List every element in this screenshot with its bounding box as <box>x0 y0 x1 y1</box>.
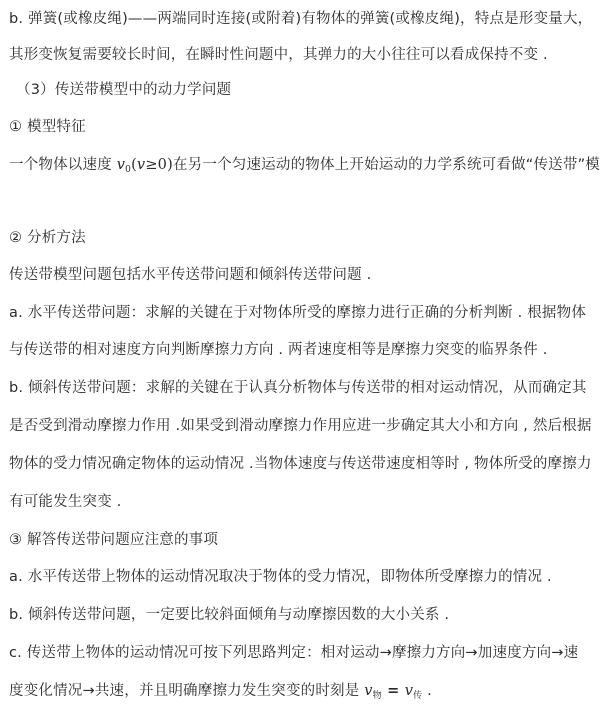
text-span: 在另一个匀速运动的物体上开始运动的力学系统可看做“传送带”模 <box>172 157 600 173</box>
text-span: 度变化情况→共速，并且明确摩擦力发生突变的时刻是 <box>9 683 365 699</box>
paragraph-line: 有可能发生突变 . <box>9 494 122 510</box>
paragraph-line: b. 倾斜传送带问题：求解的关键在于认真分析物体与传送带的相对运动情况，从而确定其 <box>9 380 587 396</box>
paragraph-line: c. 传送带上物体的运动情况可按下列思路判定：相对运动→摩擦力方向→加速度方向→速 <box>9 645 579 661</box>
paragraph-line: 与传送带的相对速度方向判断摩擦力方向 . 两者速度相等是摩擦力突变的临界条件 . <box>9 342 548 358</box>
paragraph-line: 物体的受力情况确定物体的运动情况 .当物体速度与传送带速度相等时 , 物体所受的摩擦力 <box>9 456 592 472</box>
text-span: 一个物体以速度 <box>9 157 117 173</box>
math-var: v <box>116 157 126 173</box>
math-sub: 0 <box>125 165 132 175</box>
subsection-heading: ② 分析方法 <box>9 230 86 246</box>
final-line <box>9 681 432 701</box>
math-sub: 物 <box>372 691 382 701</box>
paragraph-line: 其形变恢复需要较长时间，在瞬时性问题中，其弹力的大小往往可以看成保持不变 . <box>9 47 548 63</box>
math-var: v <box>404 683 414 699</box>
paragraph-line: a. 水平传送带上物体的运动情况取决于物体的受力情况，即物体所受摩擦力的情况 . <box>9 569 552 585</box>
paragraph-line: b. 弹簧(或橡皮绳)——两端同时连接(或附着)有物体的弹簧(或橡皮绳)，特点是形变量大， <box>9 11 593 27</box>
text-span: . <box>422 683 432 699</box>
paragraph-line: a. 水平传送带问题：求解的关键在于对物体所受的摩擦力进行正确的分析判断 . 根据物体 <box>9 305 587 321</box>
math-paren: ( <box>131 157 137 173</box>
math-sub: 传 <box>413 691 423 701</box>
math-var: v <box>136 157 146 173</box>
subsection-heading: ③ 解答传送带问题应注意的事项 <box>9 532 219 548</box>
paragraph-line: 传送带模型问题包括水平传送带问题和倾斜传送带问题 . <box>9 267 372 283</box>
math-equals: = <box>381 682 405 699</box>
paragraph-line: b. 倾斜传送带问题，一定要比较斜面倾角与动摩擦因数的大小关系 . <box>9 607 450 623</box>
subsection-heading: ① 模型特征 <box>9 119 86 135</box>
math-var: v <box>364 683 373 699</box>
section-heading: （3）传送带模型中的动力学问题 <box>16 82 232 98</box>
model-feature-line <box>9 155 600 175</box>
paragraph-line: 是否受到滑动摩擦力作用 .如果受到滑动摩擦力作用应进一步确定其大小和方向 , 然后根据 <box>9 418 592 434</box>
math-cond: ≥0) <box>145 157 173 173</box>
